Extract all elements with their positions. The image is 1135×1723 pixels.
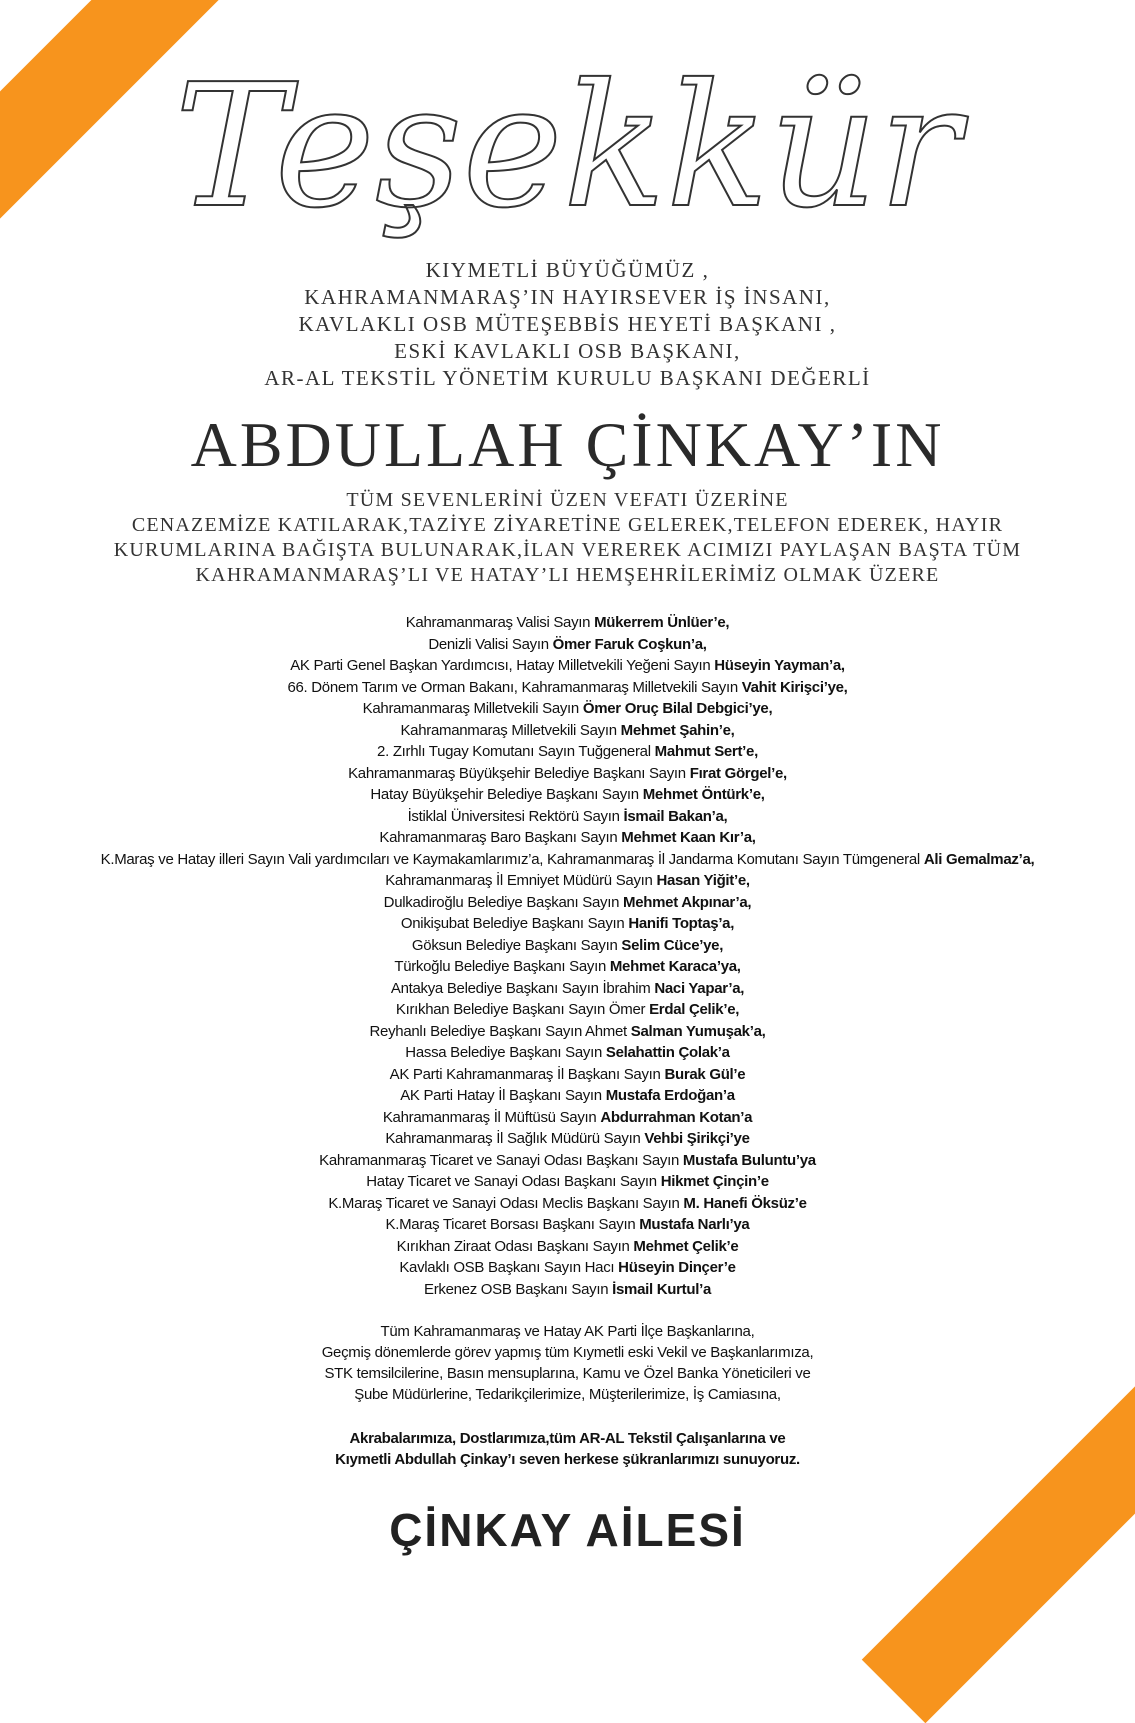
thanks-line <box>0 1214 1135 1236</box>
thanks-line <box>0 978 1135 1000</box>
thanks-line-name: Burak Gül’e <box>664 1065 746 1083</box>
thanks-line-name: Vehbi Şirikçi’ye <box>644 1130 750 1147</box>
thanks-line-name: Mehmet Karaca’ya, <box>609 958 741 975</box>
thanks-line-title: Kavlaklı OSB Başkanı Sayın Hacı <box>399 1259 619 1276</box>
intro-line: KURUMLARINA BAĞIŞTA BULUNARAK,İLAN VEREREK ACIMIZI PAYLAŞAN BAŞTA TÜM <box>113 539 1022 561</box>
heading-line: KAVLAKLI OSB MÜTEŞEBBİS HEYETİ BAŞKANI , <box>298 312 837 336</box>
thanks-line <box>0 1171 1135 1193</box>
thanks-line-title: AK Parti Hatay İl Başkanı Sayın <box>400 1087 606 1104</box>
thanks-line-title: AK Parti Genel Başkan Yardımcısı, Hatay Milletvekili Yeğeni Sayın <box>290 657 715 674</box>
closing-line: Tüm Kahramanmaraş ve Hatay AK Parti İlçe Başkanlarına, <box>380 1323 755 1340</box>
thanks-line <box>0 655 1135 677</box>
thanks-line-title: AK Parti Kahramanmaraş İl Başkanı Sayın <box>389 1065 665 1083</box>
family-signature: ÇİNKAY AİLESİ <box>389 1504 746 1556</box>
thanks-line <box>0 956 1135 978</box>
thanks-line-name: Mahmut Sert’e, <box>654 743 758 760</box>
thanks-line <box>0 784 1135 806</box>
thanks-line-title: Hatay Büyükşehir Belediye Başkanı Sayın <box>370 786 643 803</box>
heading-line: KIYMETLİ BÜYÜĞÜMÜZ , <box>425 258 710 282</box>
thanks-line-title: 66. Dönem Tarım ve Orman Bakanı, Kahramanmaraş Milletvekili Sayın <box>287 678 742 696</box>
thanks-line <box>0 806 1135 828</box>
thanks-line <box>0 892 1135 914</box>
thanks-line-name: Abdurrahman Kotan’a <box>600 1108 753 1126</box>
thanks-line <box>0 1150 1135 1172</box>
thanks-line-name: Mustafa Narlı’ya <box>639 1216 750 1233</box>
thanks-line-title: K.Maraş ve Hatay illeri Sayın Vali yardımcıları ve Kaymakamlarımız’a, Kahramanmaraş İl Jandarma Komutanı Sayın Tümgeneral <box>100 850 924 868</box>
closing-bold-block <box>0 1428 1135 1470</box>
thanks-line-title: K.Maraş Ticaret ve Sanayi Odası Meclis Başkanı Sayın <box>328 1194 684 1212</box>
heading-block <box>0 257 1135 392</box>
thanks-line-title: Hatay Ticaret ve Sanayi Odası Başkanı Sayın <box>366 1173 661 1190</box>
thanks-line <box>0 612 1135 634</box>
closing-line: STK temsilcilerine, Basın mensuplarına, Kamu ve Özel Banka Yöneticileri ve <box>324 1365 811 1382</box>
thanks-line-title: Erkenez OSB Başkanı Sayın <box>423 1280 613 1298</box>
thanks-line-title: Antakya Belediye Başkanı Sayın İbrahim <box>390 979 655 997</box>
thanks-line-name: İsmail Bakan’a, <box>623 807 728 825</box>
thanks-line <box>0 1042 1135 1064</box>
thanks-line <box>0 698 1135 720</box>
thanks-line-name: Hüseyin Dinçer’e <box>618 1259 736 1276</box>
script-title <box>0 60 1135 250</box>
thanks-line-title: Kahramanmaraş İl Müftüsü Sayın <box>382 1108 601 1126</box>
thanks-line <box>0 1128 1135 1150</box>
heading-line: AR-AL TEKSTİL YÖNETİM KURULU BAŞKANI DEĞERLİ <box>264 366 871 390</box>
thanks-line-title: Kahramanmaraş Baro Başkanı Sayın <box>379 829 622 846</box>
thanks-line-title: Dulkadiroğlu Belediye Başkanı Sayın <box>383 893 624 911</box>
thanks-line-title: Kırıkhan Ziraat Odası Başkanı Sayın <box>396 1237 634 1255</box>
thanks-line-name: Hüseyin Yayman’a, <box>714 657 845 674</box>
thanks-line-name: Mükerrem Ünlüer’e, <box>594 614 730 631</box>
thanks-line <box>0 849 1135 871</box>
closing-bold-line: Kıymetli Abdullah Çinkay’ı seven herkese şükranlarımızı sunuyoruz. <box>335 1451 800 1468</box>
thanks-line <box>0 741 1135 763</box>
thanks-line <box>0 1279 1135 1301</box>
thanks-line-title: Denizli Valisi Sayın <box>428 635 553 653</box>
thanks-line-name: Hikmet Çinçin’e <box>660 1173 769 1190</box>
thanks-line <box>0 870 1135 892</box>
thanks-line-name: Salman Yumuşak’a, <box>630 1022 766 1040</box>
thanks-line-name: Mehmet Kaan Kır’a, <box>621 829 756 846</box>
thanks-line-title: K.Maraş Ticaret Borsası Başkanı Sayın <box>385 1216 640 1233</box>
thanks-line <box>0 827 1135 849</box>
thanks-line-name: Vahit Kirişci’ye, <box>741 678 848 696</box>
thanks-line-name: Mehmet Şahin’e, <box>620 721 735 739</box>
thanks-line <box>0 1193 1135 1215</box>
thanks-line-title: Kırıkhan Belediye Başkanı Sayın Ömer <box>395 1001 650 1018</box>
thanks-line-title: Kahramanmaraş Valisi Sayın <box>405 614 595 631</box>
heading-line: KAHRAMANMARAŞ’IN HAYIRSEVER İŞ İNSANI, <box>304 285 831 309</box>
thanks-line <box>0 720 1135 742</box>
closing-line: Şube Müdürlerine, Tedarikçilerimize, Müşterilerimize, İş Camiasına, <box>354 1386 781 1403</box>
thanks-line-name: Fırat Görgel’e, <box>689 764 787 782</box>
thanks-line <box>0 763 1135 785</box>
script-title-text: Teşekkür <box>174 60 960 246</box>
thanks-line-title: Göksun Belediye Başkanı Sayın <box>411 936 622 954</box>
thanks-line-name: Ömer Oruç Bilal Debgici’ye, <box>582 700 773 717</box>
thanks-line <box>0 634 1135 656</box>
thanks-line-title: Hassa Belediye Başkanı Sayın <box>405 1044 606 1061</box>
thanks-line-name: Ömer Faruk Coşkun’a, <box>552 635 707 653</box>
thanks-line <box>0 935 1135 957</box>
intro-line: TÜM SEVENLERİNİ ÜZEN VEFATI ÜZERİNE <box>346 489 789 511</box>
thanks-line-title: Kahramanmaraş Büyükşehir Belediye Başkanı Sayın <box>348 764 690 782</box>
thanks-line <box>0 1236 1135 1258</box>
closing-line: Geçmiş dönemlerde görev yapmış tüm Kıymetli eski Vekil ve Başkanlarımıza, <box>321 1344 814 1361</box>
closing-bold-line: Akrabalarımıza, Dostlarımıza,tüm AR-AL Tekstil Çalışanlarına ve <box>349 1430 786 1447</box>
thanks-line-title: Reyhanlı Belediye Başkanı Sayın Ahmet <box>369 1022 631 1040</box>
thanks-line-title: Kahramanmaraş Milletvekili Sayın <box>362 700 583 717</box>
thanks-line-name: Erdal Çelik’e, <box>649 1001 740 1018</box>
thanks-line-name: Mehmet Akpınar’a, <box>623 893 752 911</box>
thanks-line <box>0 1064 1135 1086</box>
thanks-line-title: Kahramanmaraş İl Emniyet Müdürü Sayın <box>385 872 657 889</box>
intro-line: CENAZEMİZE KATILARAK,TAZİYE ZİYARETİNE GELEREK,TELEFON EDEREK, HAYIR <box>131 514 1004 536</box>
intro-line: KAHRAMANMARAŞ’LI VE HATAY’LI HEMŞEHRİLERİMİZ OLMAK ÜZERE <box>195 564 940 586</box>
intro-block <box>0 488 1135 588</box>
thanks-line <box>0 1257 1135 1279</box>
thanks-list <box>0 612 1135 1300</box>
thanks-line-name: Selim Cüce’ye, <box>621 936 724 954</box>
heading-line: ESKİ KAVLAKLI OSB BAŞKANI, <box>394 339 741 363</box>
thanks-line-title: Onikişubat Belediye Başkanı Sayın <box>400 915 629 932</box>
thanks-line-name: İsmail Kurtul’a <box>612 1280 711 1298</box>
thanks-line-name: Mehmet Öntürk’e, <box>642 786 765 803</box>
thanks-line-name: M. Hanefi Öksüz’e <box>683 1194 807 1212</box>
thanks-line <box>0 1107 1135 1129</box>
thanks-line-title: Kahramanmaraş Ticaret ve Sanayi Odası Başkanı Sayın <box>319 1151 683 1169</box>
thanks-line <box>0 677 1135 699</box>
thanks-line-name: Mehmet Çelik’e <box>633 1237 739 1255</box>
thanks-line-name: Mustafa Buluntu’ya <box>682 1151 816 1169</box>
thanks-line-title: Kahramanmaraş İl Sağlık Müdürü Sayın <box>385 1130 645 1147</box>
thanks-line <box>0 1021 1135 1043</box>
thanks-line <box>0 999 1135 1021</box>
thanks-line-name: Hasan Yiğit’e, <box>656 872 750 889</box>
thanks-line-name: Mustafa Erdoğan’a <box>605 1087 735 1104</box>
thanks-line-name: Selahattin Çolak’a <box>605 1044 730 1061</box>
thanks-line-title: 2. Zırhlı Tugay Komutanı Sayın Tuğgeneral <box>377 743 655 760</box>
thanks-line-title: Türkoğlu Belediye Başkanı Sayın <box>394 958 610 975</box>
thanks-line-name: Hanifi Toptaş’a, <box>628 915 735 932</box>
thanks-line-title: Kahramanmaraş Milletvekili Sayın <box>400 721 621 739</box>
thanks-line-title: İstiklal Üniversitesi Rektörü Sayın <box>407 807 624 825</box>
thanks-line <box>0 913 1135 935</box>
deceased-name: ABDULLAH ÇİNKAY’IN <box>190 409 945 480</box>
thanks-line <box>0 1085 1135 1107</box>
closing-block <box>0 1321 1135 1405</box>
thanks-line-name: Naci Yapar’a, <box>654 979 745 997</box>
thanks-line-name: Ali Gemalmaz’a, <box>923 850 1035 868</box>
